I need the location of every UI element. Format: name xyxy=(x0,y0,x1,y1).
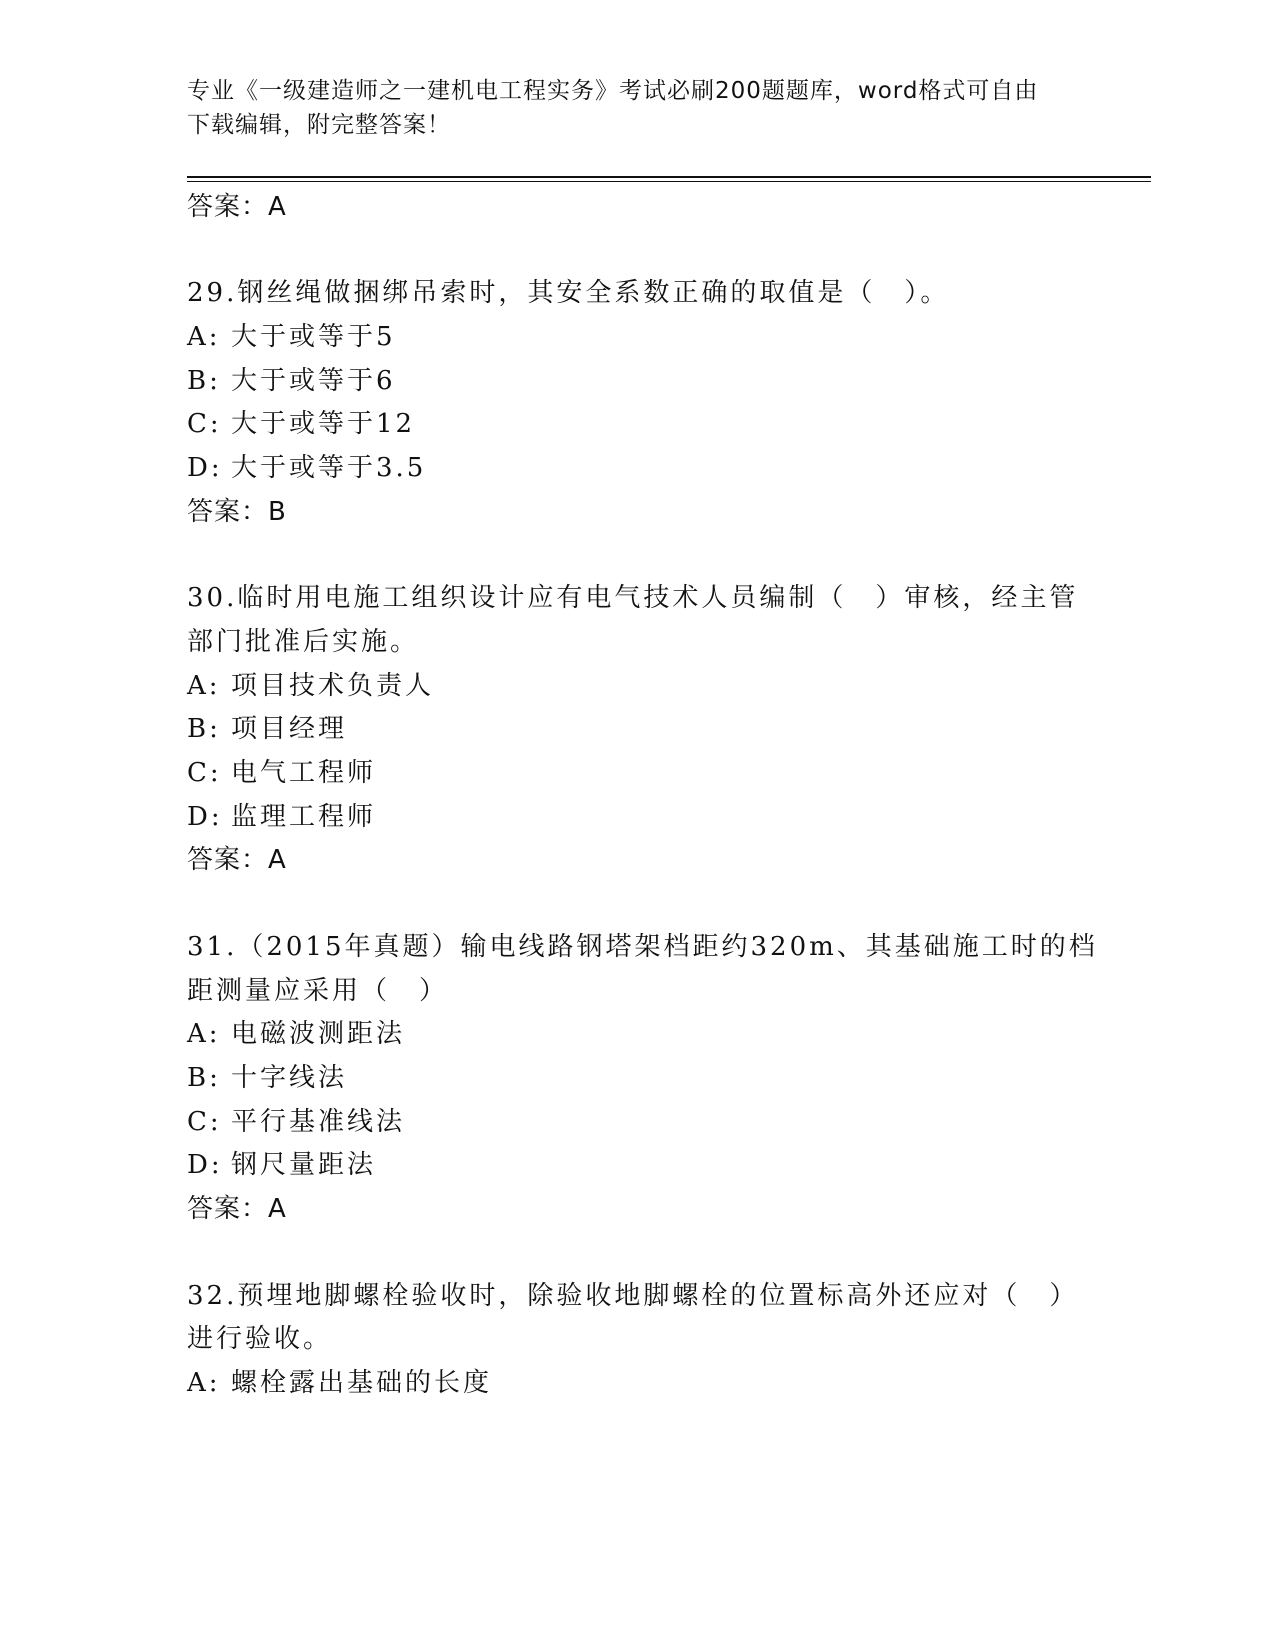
option-text: 大于或等于6 xyxy=(231,366,396,396)
option-text: 大于或等于5 xyxy=(231,322,396,352)
option-text: 十字线法 xyxy=(231,1063,348,1093)
question-stem: 32.预埋地脚螺栓验收时，除验收地脚螺栓的位置标高外还应对（ ） xyxy=(187,1281,1079,1311)
document-header xyxy=(187,74,1087,142)
answer-line: 答案：A xyxy=(187,1194,287,1224)
option-row xyxy=(187,752,376,789)
header-line-1: 专业《一级建造师之一建机电工程实务》考试必刷200题题库，word格式可自由 xyxy=(187,78,1039,104)
option-letter: A: xyxy=(187,671,221,701)
option-letter: C: xyxy=(187,409,222,439)
option-letter: B: xyxy=(187,1063,221,1093)
option-row xyxy=(187,403,415,440)
option-row xyxy=(187,360,396,397)
option-text: 钢尺量距法 xyxy=(231,1150,377,1180)
header-divider-thick xyxy=(187,176,1151,178)
option-row xyxy=(187,1144,376,1181)
option-text: 螺栓露出基础的长度 xyxy=(231,1368,493,1398)
option-letter: D: xyxy=(187,802,223,832)
option-row xyxy=(187,1013,405,1050)
option-text: 大于或等于12 xyxy=(231,409,416,439)
question-stem-continued: 部门批准后实施。 xyxy=(187,627,420,657)
question-stem-continued: 距测量应采用（ ） xyxy=(187,976,449,1006)
option-row xyxy=(187,665,434,702)
option-letter: A: xyxy=(187,322,221,352)
option-text: 电磁波测距法 xyxy=(231,1019,406,1049)
option-text: 电气工程师 xyxy=(231,758,377,788)
question-stem: 29.钢丝绳做捆绑吊索时，其安全系数正确的取值是（ ）。 xyxy=(187,278,950,308)
option-row xyxy=(187,1101,405,1138)
header-line-2: 下载编辑，附完整答案！ xyxy=(187,112,451,138)
option-letter: B: xyxy=(187,366,221,396)
option-letter: D: xyxy=(187,453,223,483)
option-row xyxy=(187,1362,492,1399)
answer-line: 答案：A xyxy=(187,845,287,875)
option-letter: A: xyxy=(187,1019,221,1049)
option-row xyxy=(187,708,347,745)
header-divider-thin xyxy=(187,181,1151,182)
option-letter: A: xyxy=(187,1368,221,1398)
option-text: 平行基准线法 xyxy=(231,1107,406,1137)
option-row xyxy=(187,1057,347,1094)
option-text: 监理工程师 xyxy=(231,802,377,832)
option-letter: B: xyxy=(187,714,221,744)
option-text: 大于或等于3.5 xyxy=(231,453,427,483)
option-text: 项目经理 xyxy=(231,714,348,744)
option-row xyxy=(187,316,396,353)
question-stem: 31.（2015年真题）输电线路钢塔架档距约320m、其基础施工时的档 xyxy=(187,932,1098,962)
option-text: 项目技术负责人 xyxy=(231,671,435,701)
question-stem: 30.临时用电施工组织设计应有电气技术人员编制（ ）审核，经主管 xyxy=(187,583,1079,613)
previous-answer: 答案：A xyxy=(187,192,287,222)
question-stem-continued: 进行验收。 xyxy=(187,1324,333,1354)
option-letter: C: xyxy=(187,1107,222,1137)
option-row xyxy=(187,796,376,833)
option-row xyxy=(187,447,426,484)
option-letter: C: xyxy=(187,758,222,788)
answer-line: 答案：B xyxy=(187,497,287,527)
option-letter: D: xyxy=(187,1150,223,1180)
